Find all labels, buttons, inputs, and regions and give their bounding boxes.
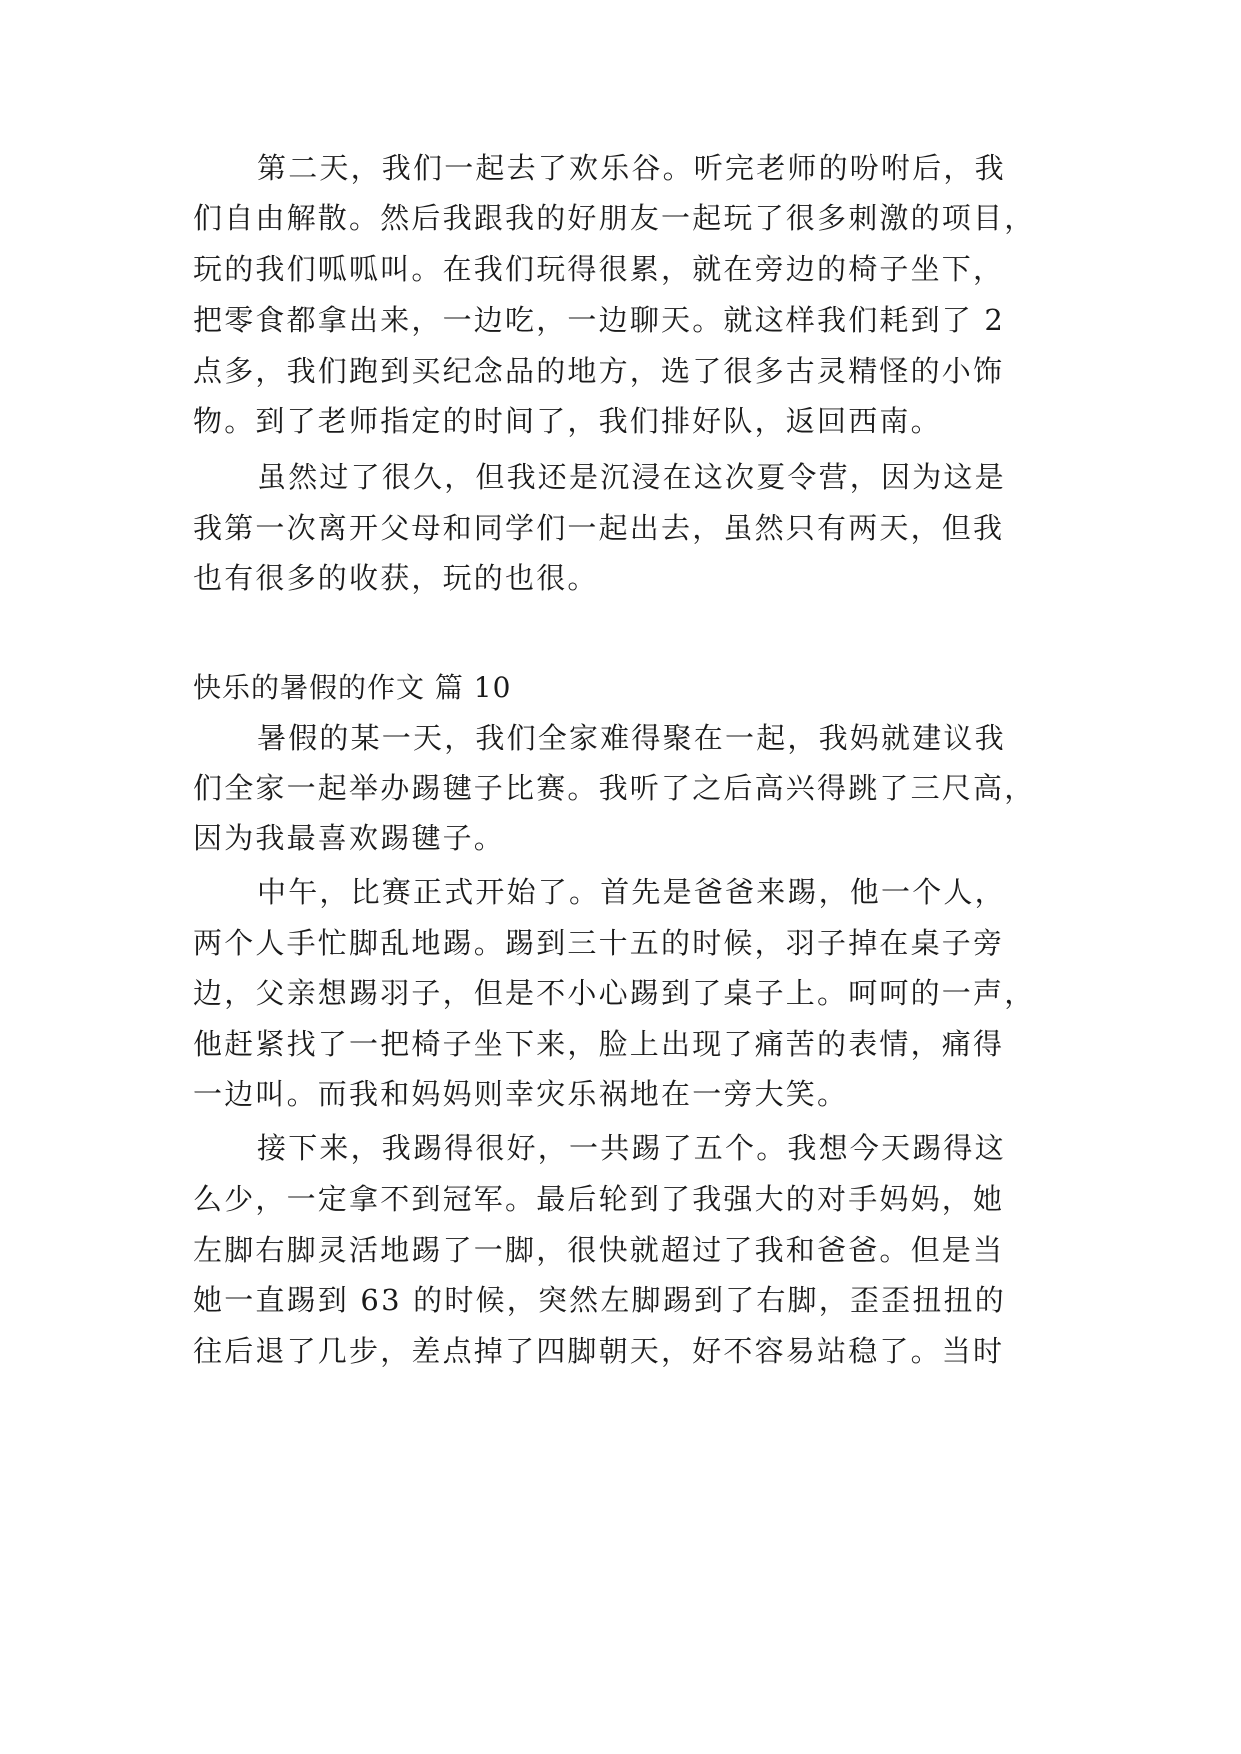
paragraph-line: 玩的我们呱呱叫。在我们玩得很累，就在旁边的椅子坐下，: [193, 252, 1005, 286]
paragraph-line: 么少，一定拿不到冠军。最后轮到了我强大的对手妈妈，她: [193, 1182, 1005, 1216]
paragraph-line: 暑假的某一天，我们全家难得聚在一起，我妈就建议我: [257, 721, 1006, 755]
paragraph-line: 们自由解散。然后我跟我的好朋友一起玩了很多刺激的项目，: [193, 201, 1036, 235]
paragraph-line: 第二天，我们一起去了欢乐谷。听完老师的吩咐后，我: [257, 151, 1006, 185]
paragraph-line: 中午，比赛正式开始了。首先是爸爸来踢，他一个人，: [257, 875, 1006, 909]
paragraph-line: 左脚右脚灵活地踢了一脚，很快就超过了我和爸爸。但是当: [193, 1233, 1005, 1267]
paragraph-line: 因为我最喜欢踢毽子。: [193, 821, 506, 855]
paragraph-line: 我第一次离开父母和同学们一起出去，虽然只有两天，但我: [193, 511, 1005, 545]
paragraph-line: 物。到了老师指定的时间了，我们排好队，返回西南。: [193, 404, 942, 438]
paragraph-line: 他赶紧找了一把椅子坐下来，脸上出现了痛苦的表情，痛得: [193, 1027, 1005, 1061]
paragraph-line: 边，父亲想踢羽子，但是不小心踢到了桌子上。呵呵的一声，: [193, 976, 1036, 1010]
paragraph-line: 两个人手忙脚乱地踢。踢到三十五的时候，羽子掉在桌子旁: [193, 926, 1005, 960]
paragraph-line: 虽然过了很久，但我还是沉浸在这次夏令营，因为这是: [257, 460, 1006, 494]
paragraph-line: 往后退了几步，差点掉了四脚朝天，好不容易站稳了。当时: [193, 1334, 1005, 1368]
paragraph-line: 一边叫。而我和妈妈则幸灾乐祸地在一旁大笑。: [193, 1077, 849, 1111]
paragraph-line: 点多，我们跑到买纪念品的地方，选了很多古灵精怪的小饰: [193, 354, 1005, 388]
paragraph-line: 接下来，我踢得很好，一共踢了五个。我想今天踢得这: [257, 1131, 1006, 1165]
paragraph-line: 她一直踢到 63 的时候，突然左脚踢到了右脚，歪歪扭扭的: [193, 1283, 1006, 1317]
paragraph-line: 把零食都拿出来，一边吃，一边聊天。就这样我们耗到了 2: [193, 303, 1006, 337]
paragraph-line: 也有很多的收获，玩的也很。: [193, 561, 599, 595]
paragraph-line: 们全家一起举办踢毽子比赛。我听了之后高兴得跳了三尺高，: [193, 771, 1036, 805]
section-heading: 快乐的暑假的作文 篇 10: [193, 671, 512, 704]
